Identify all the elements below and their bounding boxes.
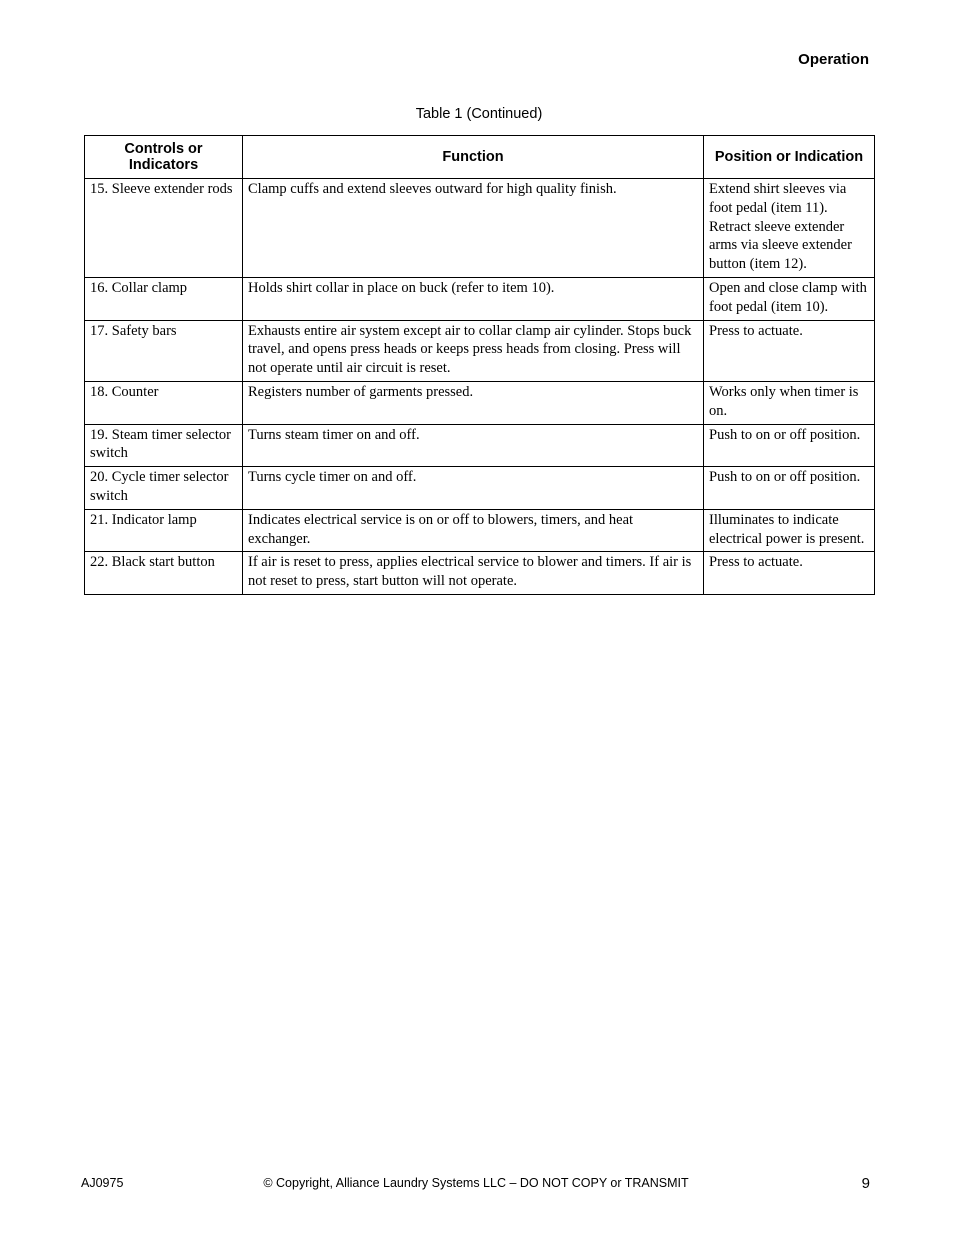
controls-table (84, 135, 875, 595)
cell-control: 15. Sleeve extender rods (85, 179, 243, 278)
cell-control: 21. Indicator lamp (85, 509, 243, 552)
cell-control: 16. Collar clamp (85, 277, 243, 320)
column-header-position: Position or Indication (704, 136, 875, 179)
table-caption: Table 1 (Continued) (415, 106, 543, 122)
cell-position: Extend shirt sleeves via foot pedal (item 11). Retract sleeve extender arms via sleeve extender button (item 12). (704, 179, 875, 278)
table-row (85, 552, 875, 595)
cell-control: 20. Cycle timer selector switch (85, 467, 243, 510)
cell-control: 19. Steam timer selector switch (85, 424, 243, 467)
cell-function: Indicates electrical service is on or off to blowers, timers, and heat exchanger. (243, 509, 704, 552)
cell-function: Clamp cuffs and extend sleeves outward for high quality finish. (243, 179, 704, 278)
footer-doc-id: AJ0975 (81, 1176, 124, 1190)
cell-position: Push to on or off position. (704, 424, 875, 467)
table-row (85, 467, 875, 510)
cell-control: 18. Counter (85, 381, 243, 424)
column-header-function: Function (243, 136, 704, 179)
cell-function: Exhausts entire air system except air to collar clamp air cylinder. Stops buck travel, and opens press heads or keeps press heads from closing. Press will not operate until air circuit is reset. (243, 320, 704, 381)
cell-position: Press to actuate. (704, 552, 875, 595)
cell-position: Press to actuate. (704, 320, 875, 381)
cell-control: 22. Black start button (85, 552, 243, 595)
cell-position: Works only when timer is on. (704, 381, 875, 424)
cell-position: Open and close clamp with foot pedal (item 10). (704, 277, 875, 320)
page-number: 9 (861, 1175, 870, 1192)
cell-position: Push to on or off position. (704, 467, 875, 510)
section-header: Operation (798, 51, 869, 68)
table-header-row (85, 136, 875, 179)
column-header-controls: Controls or Indicators (85, 136, 243, 179)
cell-function: If air is reset to press, applies electrical service to blower and timers. If air is not reset to press, start button will not operate. (243, 552, 704, 595)
table-row (85, 424, 875, 467)
cell-function: Registers number of garments pressed. (243, 381, 704, 424)
cell-position: Illuminates to indicate electrical power is present. (704, 509, 875, 552)
table-row (85, 509, 875, 552)
table-row (85, 381, 875, 424)
cell-function: Holds shirt collar in place on buck (refer to item 10). (243, 277, 704, 320)
cell-control: 17. Safety bars (85, 320, 243, 381)
table-row (85, 179, 875, 278)
cell-function: Turns steam timer on and off. (243, 424, 704, 467)
table-row (85, 277, 875, 320)
table-row (85, 320, 875, 381)
footer-copyright: © Copyright, Alliance Laundry Systems LLC – DO NOT COPY or TRANSMIT (263, 1176, 689, 1190)
cell-function: Turns cycle timer on and off. (243, 467, 704, 510)
